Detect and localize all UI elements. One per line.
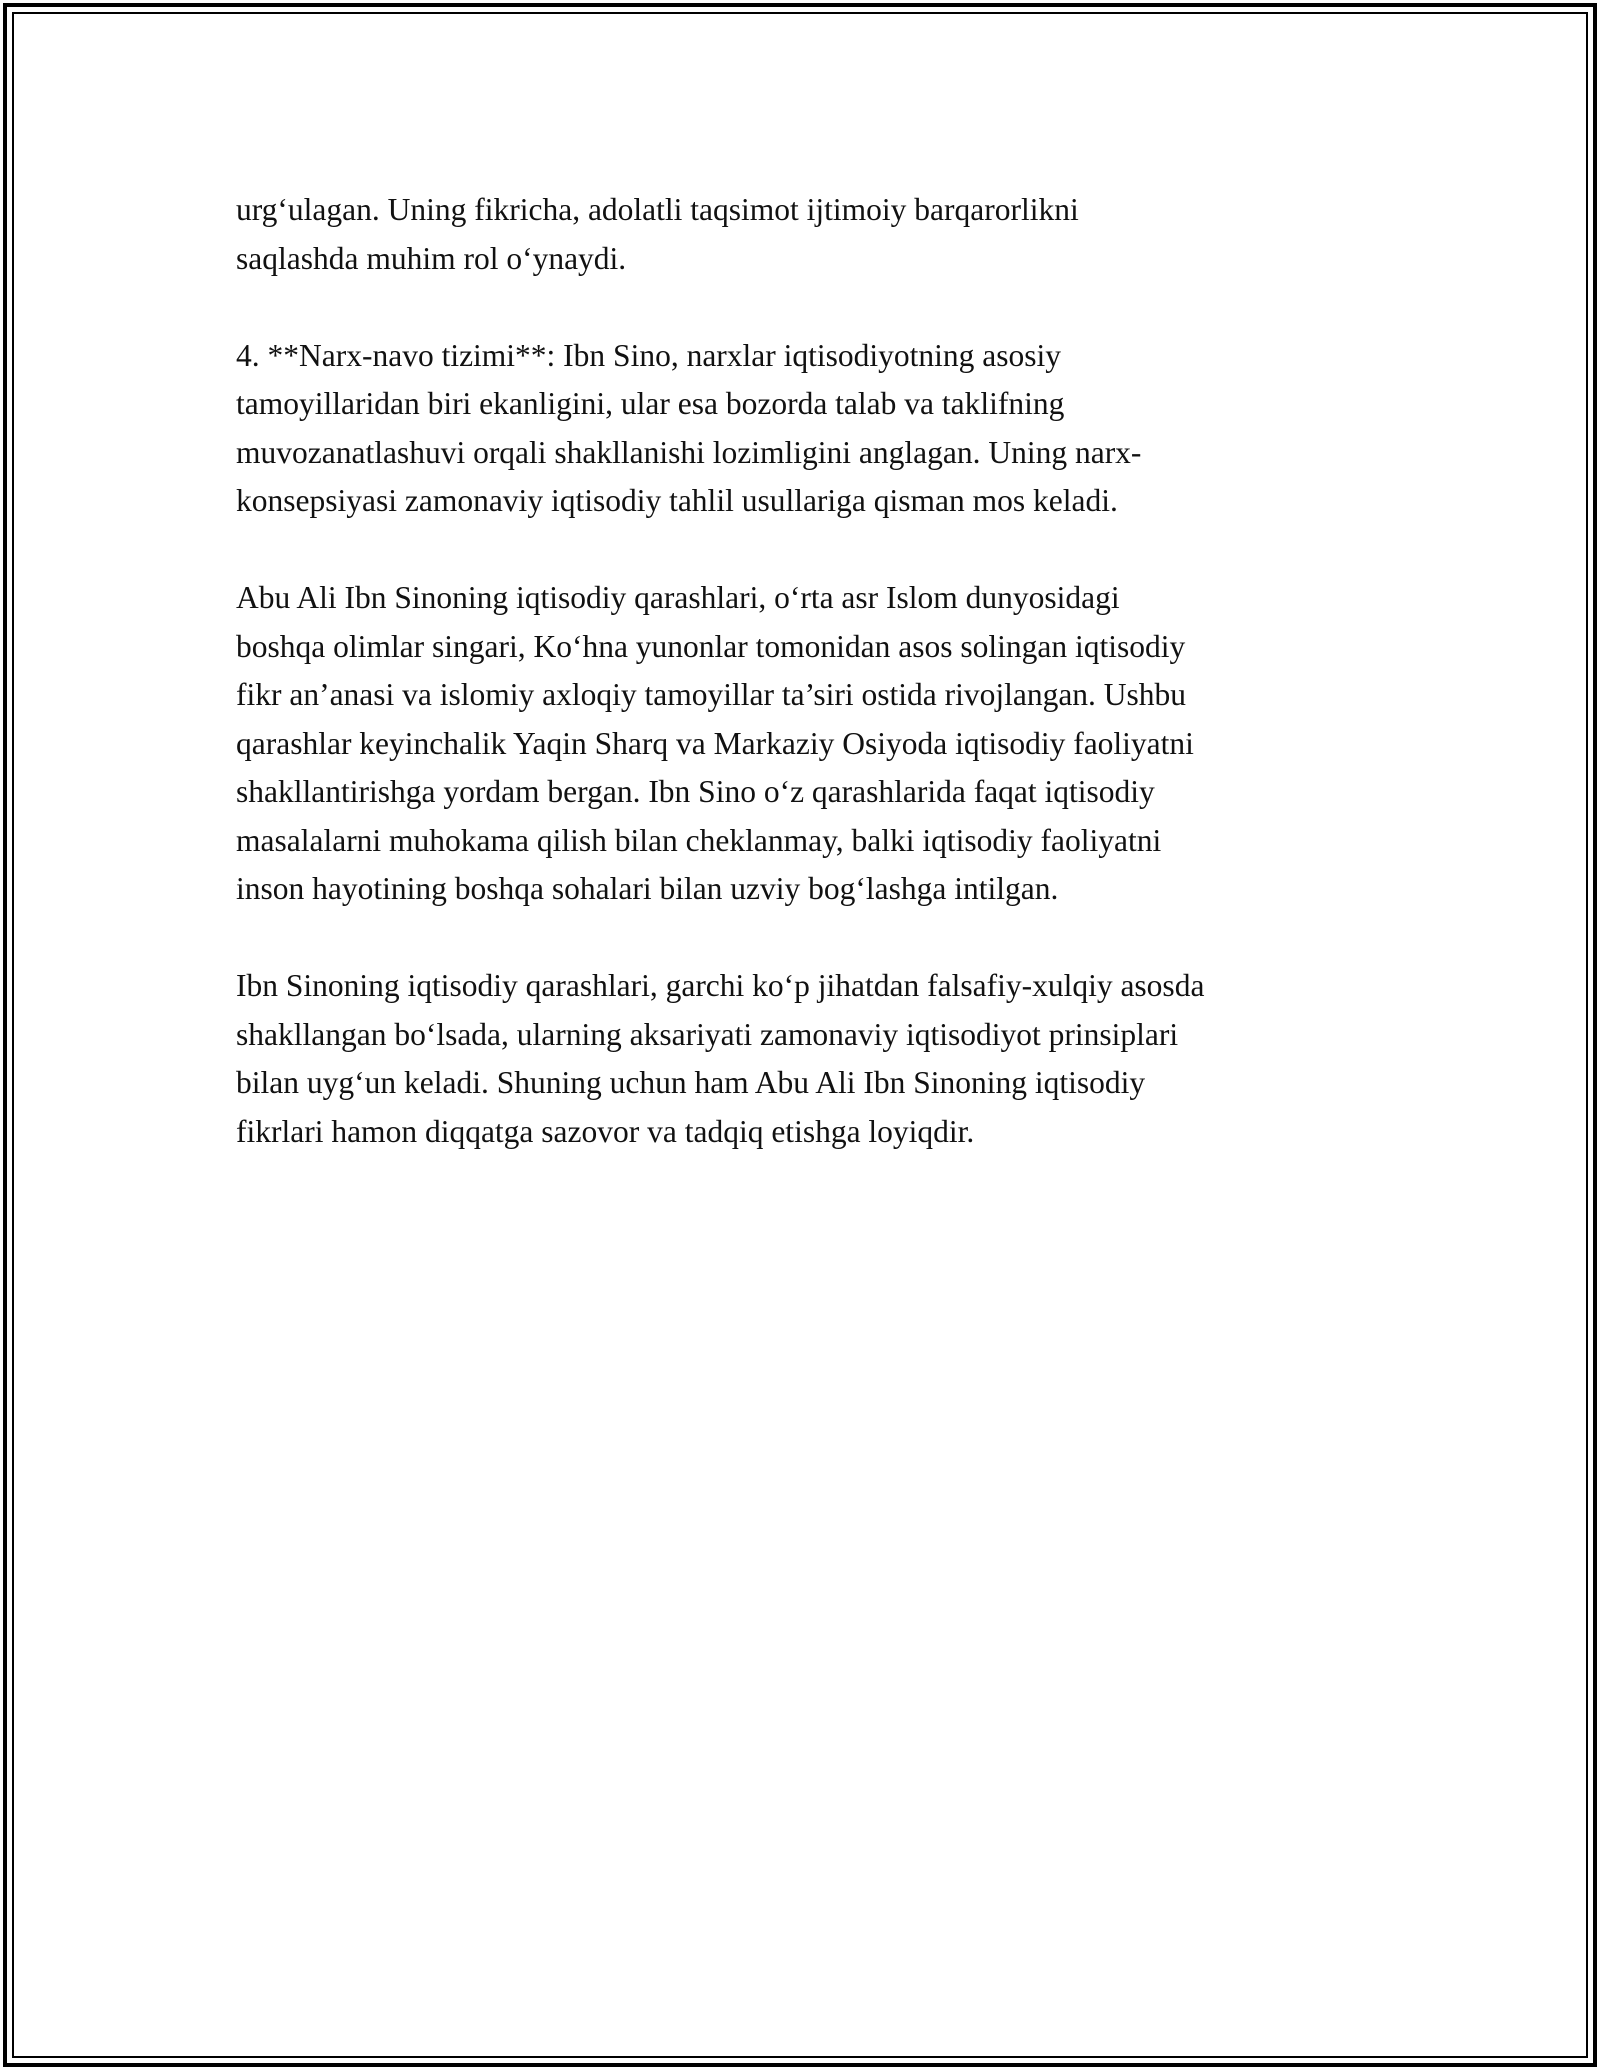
text-line: konsepsiyasi zamonaviy iqtisodiy tahlil usullariga qisman mos keladi. <box>236 483 1118 518</box>
text-line: inson hayotining boshqa sohalari bilan uzviy bog‘lashga intilgan. <box>236 871 1059 906</box>
paragraph-3 <box>236 574 1376 914</box>
text-line: tamoyillaridan biri ekanligini, ular esa bozorda talab va taklifning <box>236 386 1065 421</box>
text-line: saqlashda muhim rol o‘ynaydi. <box>236 240 627 276</box>
text-line: boshqa olimlar singari, Ko‘hna yunonlar tomonidan asos solingan iqtisodiy <box>236 628 1186 664</box>
text-line: urg‘ulagan. Uning fikricha, adolatli taqsimot ijtimoiy barqarorlikni <box>236 192 1079 227</box>
text-line: bilan uyg‘un keladi. Shuning uchun ham Abu Ali Ibn Sinoning iqtisodiy <box>236 1065 1146 1100</box>
text-line: masalalarni muhokama qilish bilan cheklanmay, balki iqtisodiy faoliyatni <box>236 822 1162 858</box>
paragraph-2 <box>236 332 1376 526</box>
text-line: qarashlar keyinchalik Yaqin Sharq va Markaziy Osiyoda iqtisodiy faoliyatni <box>236 725 1194 761</box>
paragraph-1 <box>236 186 1376 283</box>
text-line: shakllantirishga yordam bergan. Ibn Sino o‘z qarashlarida faqat iqtisodiy <box>236 774 1155 809</box>
paragraph-4 <box>236 962 1376 1156</box>
text-line: Abu Ali Ibn Sinoning iqtisodiy qarashlari, o‘rta asr Islom dunyosidagi <box>236 580 1120 615</box>
text-line: muvozanatlashuvi orqali shakllanishi lozimligini anglagan. Uning narx- <box>236 434 1142 470</box>
text-line: 4. **Narx-navo tizimi**: Ibn Sino, narxlar iqtisodiyotning asosiy <box>236 337 1062 373</box>
text-line: shakllangan bo‘lsada, ularning aksariyati zamonaviy iqtisodiyot prinsiplari <box>236 1016 1179 1052</box>
text-line: fikrlari hamon diqqatga sazovor va tadqiq etishga loyiqdir. <box>236 1113 975 1149</box>
document-body <box>236 186 1376 1205</box>
text-line: fikr an’anasi va islomiy axloqiy tamoyillar ta’siri ostida rivojlangan. Ushbu <box>236 677 1187 712</box>
text-line: Ibn Sinoning iqtisodiy qarashlari, garchi ko‘p jihatdan falsafiy-xulqiy asosda <box>236 968 1205 1003</box>
